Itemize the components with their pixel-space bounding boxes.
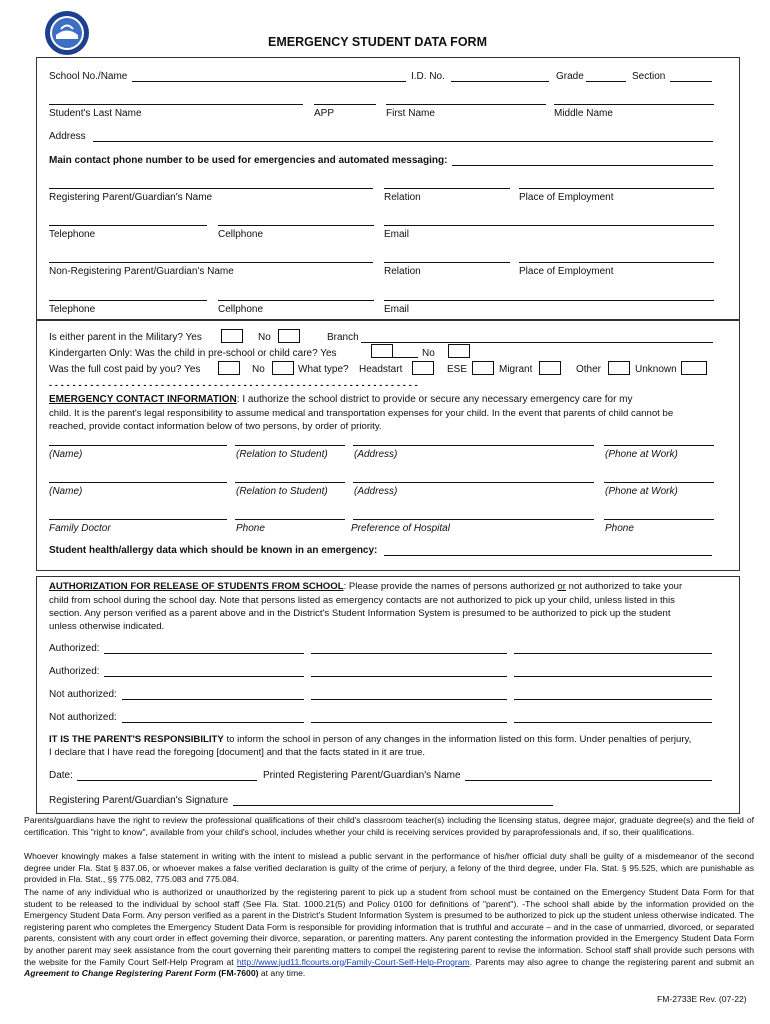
authorization-line-1 <box>49 581 682 593</box>
non-registering-name-label: Non-Registering Parent/Guardian's Name <box>49 266 234 277</box>
contact2-relation-field[interactable] <box>235 482 345 483</box>
health-field[interactable] <box>384 555 712 556</box>
relation-label-2: Relation <box>384 266 421 277</box>
signature-label: Registering Parent/Guardian's Signature <box>49 795 229 806</box>
other-checkbox[interactable] <box>608 361 630 375</box>
branch-field[interactable] <box>361 342 713 343</box>
footer-false-statement: Whoever knowingly makes a false statement in writing with the intent to mislead a public servant in the performance of his/her official duty shall be guilty of a misdemeanor of the second degree under Fla. Stat § 837.06, or whoever makes a false verified declaration is guilty of the crime of perjury, a felony of the third degree, under Fla. Stat. § 95.525, which are punishable as provided in Fla. Stat., §§ 775.082, 775.083 and 775.084. <box>24 851 754 885</box>
hospital-phone-field[interactable] <box>604 519 714 520</box>
hospital-field[interactable] <box>353 519 594 520</box>
responsibility-line-1 <box>49 734 691 746</box>
doctor-field[interactable] <box>49 519 227 520</box>
what-type-label: What type? <box>298 364 349 375</box>
not-authorized-label-1: Not authorized: <box>49 689 117 700</box>
authorized-label-2: Authorized: <box>49 666 100 677</box>
school-board-seal <box>44 10 90 56</box>
last-name-label: Student's Last Name <box>49 108 142 119</box>
authorized-1-field-a[interactable] <box>104 653 304 654</box>
military-yes-checkbox[interactable] <box>221 329 243 343</box>
cellphone-label-2: Cellphone <box>218 304 264 315</box>
preschool-yes-checkbox[interactable] <box>371 344 393 358</box>
emergency-text-1: : I authorize the school district to provide or secure any necessary emergency care for my <box>236 394 633 405</box>
agreement-form-code: (FM-7600) <box>215 968 259 979</box>
employment-label-2: Place of Employment <box>519 266 614 277</box>
cellphone-field-2[interactable] <box>218 300 374 301</box>
other-label: Other <box>576 364 602 375</box>
doctor-phone-label: Phone <box>236 523 265 534</box>
signature-field[interactable] <box>233 805 553 806</box>
full-cost-yes-checkbox[interactable] <box>218 361 240 375</box>
contact2-address-field[interactable] <box>353 482 594 483</box>
registering-relation-field[interactable] <box>384 188 510 189</box>
not-authorized-1-field-a[interactable] <box>122 699 304 700</box>
emergency-text-3: reached, provide contact information below of two persons, by order of priority. <box>49 421 382 432</box>
full-cost-no-label: No <box>252 364 265 375</box>
date-field[interactable] <box>77 780 257 781</box>
authorization-heading: AUTHORIZATION FOR RELEASE OF STUDENTS FROM SCHOOL <box>49 581 344 592</box>
email-field-2[interactable] <box>384 300 714 301</box>
non-registering-name-field[interactable] <box>49 262 373 263</box>
contact2-address-label: (Address) <box>354 486 398 497</box>
section-label: Section <box>632 71 666 82</box>
section-field[interactable] <box>670 81 712 82</box>
last-name-field[interactable] <box>49 104 303 105</box>
branch-label: Branch <box>327 332 359 343</box>
contact2-relation-label: (Relation to Student) <box>236 486 328 497</box>
registering-employment-field[interactable] <box>519 188 714 189</box>
migrant-label: Migrant <box>499 364 533 375</box>
authorization-text-1a: : Please provide the names of persons authorized <box>343 581 558 592</box>
authorized-2-field-a[interactable] <box>104 676 304 677</box>
contact1-phone-field[interactable] <box>604 445 714 446</box>
unknown-checkbox[interactable] <box>681 361 707 375</box>
not-authorized-2-field-b[interactable] <box>311 722 507 723</box>
dashed-separator: - - - - - - - - - - - - - - - - - - - - - - - - - - - - - - - - - - - - - - - - - - - - - - - - - - - - - - - - - - - - - - - <box>49 380 418 390</box>
employment-label: Place of Employment <box>519 192 614 203</box>
telephone-label-2: Telephone <box>49 304 96 315</box>
contact1-address-field[interactable] <box>353 445 594 446</box>
preschool-no-label: No <box>422 348 435 359</box>
email-label-2: Email <box>384 304 410 315</box>
cellphone-field[interactable] <box>218 225 374 226</box>
footer-pickup-policy <box>24 887 754 980</box>
contact2-phone-field[interactable] <box>604 482 714 483</box>
not-authorized-2-field-a[interactable] <box>122 722 304 723</box>
school-no-name-label: School No./Name <box>49 71 128 82</box>
not-authorized-1-field-b[interactable] <box>311 699 507 700</box>
non-registering-employment-field[interactable] <box>519 262 714 263</box>
authorization-text-3: section. Any person verified as a parent above and in the District's Student Information System is presumed to be authorized to pick up the student <box>49 608 671 619</box>
telephone-field-2[interactable] <box>49 300 207 301</box>
ese-checkbox[interactable] <box>472 361 494 375</box>
form-code: FM-2733E Rev. (07-22) <box>657 994 747 1004</box>
main-contact-label: Main contact phone number to be used for emergencies and automated messaging: <box>49 155 448 166</box>
first-name-field[interactable] <box>386 104 546 105</box>
hospital-phone-label: Phone <box>605 523 634 534</box>
email-label: Email <box>384 229 410 240</box>
not-authorized-2-field-c[interactable] <box>514 722 712 723</box>
footer-pickup-text: The name of any individual who is authorized or unauthorized by the registering parent to pick up a student from school must be contained on the Emergency Student Data Form for that student to be released to the individual by school staff (See Fla. Stat. 1000.21(5) and Policy 0100 for definitions of "parent"). -The school shall abide by the information provided on the Emergency Student Data Form. Any person verified as a parent in the District's Student Information System is presumed to be authorized to pick up the student unless otherwise indicated. The registering parent who completes the Emergency Student Data Form is responsible for providing information that is truthful and accurate – and in the case of unmarried, divorced, or separated parents, consistent with any court order in effect governing their divorce, separation, or parenting matters. Any parent contesting the information provided in the Emergency Student Data Form by another parent may seek assistance from the court governing their parenting matters to compel the registering parent to revise the information. School staff shall provide such persons with the website for the Family Court Self-Help Program at <box>24 887 754 967</box>
id-no-field[interactable] <box>451 81 549 82</box>
footer-right-to-know: Parents/guardians have the right to review the professional qualifications of their child's classroom teacher(s) including the licensing status, degree major, graduate degree(s) and the field of certification. This "right to know", available from your child's school, includes whether your child is receiving services provided by paraprofessionals and, if so, their qualifications. <box>24 815 754 837</box>
authorized-1-field-c[interactable] <box>514 653 712 654</box>
agreement-form-name: Agreement to Change Registering Parent Form <box>24 968 216 979</box>
grade-label: Grade <box>556 71 584 82</box>
family-doctor-label: Family Doctor <box>49 523 111 534</box>
cellphone-label: Cellphone <box>218 229 264 240</box>
contact2-name-field[interactable] <box>49 482 227 483</box>
app-label: APP <box>314 108 335 119</box>
headstart-checkbox[interactable] <box>412 361 434 375</box>
non-registering-relation-field[interactable] <box>384 262 510 263</box>
printed-name-field[interactable] <box>465 780 712 781</box>
student-parent-section <box>36 57 740 321</box>
school-no-name-field[interactable] <box>132 81 406 82</box>
footer-pickup-text-b: . Parents may also agree to change the registering parent and submit an <box>469 956 754 967</box>
main-contact-field[interactable] <box>452 165 713 166</box>
authorization-or: or <box>557 581 566 592</box>
printed-name-label: Printed Registering Parent/Guardian's Name <box>263 770 461 781</box>
self-help-link[interactable]: http://www.jud11.flcourts.org/Family-Court-Self-Help-Program <box>236 956 470 967</box>
not-authorized-1-field-c[interactable] <box>514 699 712 700</box>
contact1-relation-label: (Relation to Student) <box>236 449 328 460</box>
contact1-address-label: (Address) <box>354 449 398 460</box>
full-cost-question: Was the full cost paid by you? Yes <box>49 364 201 375</box>
ese-label: ESE <box>447 364 468 375</box>
migrant-checkbox[interactable] <box>539 361 561 375</box>
app-field[interactable] <box>314 104 376 105</box>
contact2-phone-label: (Phone at Work) <box>605 486 678 497</box>
unknown-label: Unknown <box>635 364 677 375</box>
full-cost-no-checkbox[interactable] <box>272 361 294 375</box>
hospital-label: Preference of Hospital <box>351 523 450 534</box>
telephone-label: Telephone <box>49 229 96 240</box>
contact2-name-label: (Name) <box>49 486 83 497</box>
contact1-name-label: (Name) <box>49 449 83 460</box>
authorized-2-field-c[interactable] <box>514 676 712 677</box>
contact1-relation-field[interactable] <box>235 445 345 446</box>
headstart-label: Headstart <box>359 364 403 375</box>
military-no-label: No <box>258 332 271 343</box>
responsibility-text-2: I declare that I have read the foregoing [document] and that the facts stated in it are true. <box>49 747 425 758</box>
footer-pickup-text-c: at any time. <box>258 968 306 979</box>
authorized-label-1: Authorized: <box>49 643 100 654</box>
relation-label: Relation <box>384 192 421 203</box>
grade-field[interactable] <box>586 81 626 82</box>
preschool-line <box>392 357 418 358</box>
authorization-text-4: unless otherwise indicated. <box>49 621 165 632</box>
registering-name-field[interactable] <box>49 188 373 189</box>
authorization-text-1b: not authorized to take your <box>565 581 683 592</box>
emergency-text-2: child. It is the parent's legal responsibility to assume medical and transportation expenses for your child. In the event that parents of child cannot be <box>49 408 674 419</box>
middle-name-label: Middle Name <box>554 108 613 119</box>
authorization-text-2: child from school during the school day. Note that persons listed as emergency contacts are not authorized to pick up your child, unless listed in this <box>49 595 675 606</box>
email-field[interactable] <box>384 225 714 226</box>
doctor-phone-field[interactable] <box>235 519 345 520</box>
preschool-no-checkbox[interactable] <box>448 344 470 358</box>
contact1-phone-label: (Phone at Work) <box>605 449 678 460</box>
address-field[interactable] <box>93 141 713 142</box>
contact1-name-field[interactable] <box>49 445 227 446</box>
military-question: Is either parent in the Military? Yes <box>49 332 202 343</box>
middle-name-field[interactable] <box>554 104 714 105</box>
military-no-checkbox[interactable] <box>278 329 300 343</box>
telephone-field[interactable] <box>49 225 207 226</box>
health-label: Student health/allergy data which should be known in an emergency: <box>49 545 378 556</box>
authorized-1-field-b[interactable] <box>311 653 507 654</box>
responsibility-text: to inform the school in person of any changes in the information listed on this form. Under penalties of perjury, <box>223 734 692 745</box>
responsibility-heading: IT IS THE PARENT'S RESPONSIBILITY <box>49 734 224 745</box>
emergency-heading: EMERGENCY CONTACT INFORMATION <box>49 394 237 405</box>
kindergarten-question: Kindergarten Only: Was the child in pre-school or child care? Yes <box>49 348 337 359</box>
date-label: Date: <box>49 770 73 781</box>
registering-name-label: Registering Parent/Guardian's Name <box>49 192 213 203</box>
first-name-label: First Name <box>386 108 435 119</box>
address-label: Address <box>49 131 86 142</box>
id-no-label: I.D. No. <box>411 71 445 82</box>
authorized-2-field-b[interactable] <box>311 676 507 677</box>
not-authorized-label-2: Not authorized: <box>49 712 117 723</box>
emergency-intro-line-1 <box>49 394 633 406</box>
page-title: EMERGENCY STUDENT DATA FORM <box>268 35 487 49</box>
